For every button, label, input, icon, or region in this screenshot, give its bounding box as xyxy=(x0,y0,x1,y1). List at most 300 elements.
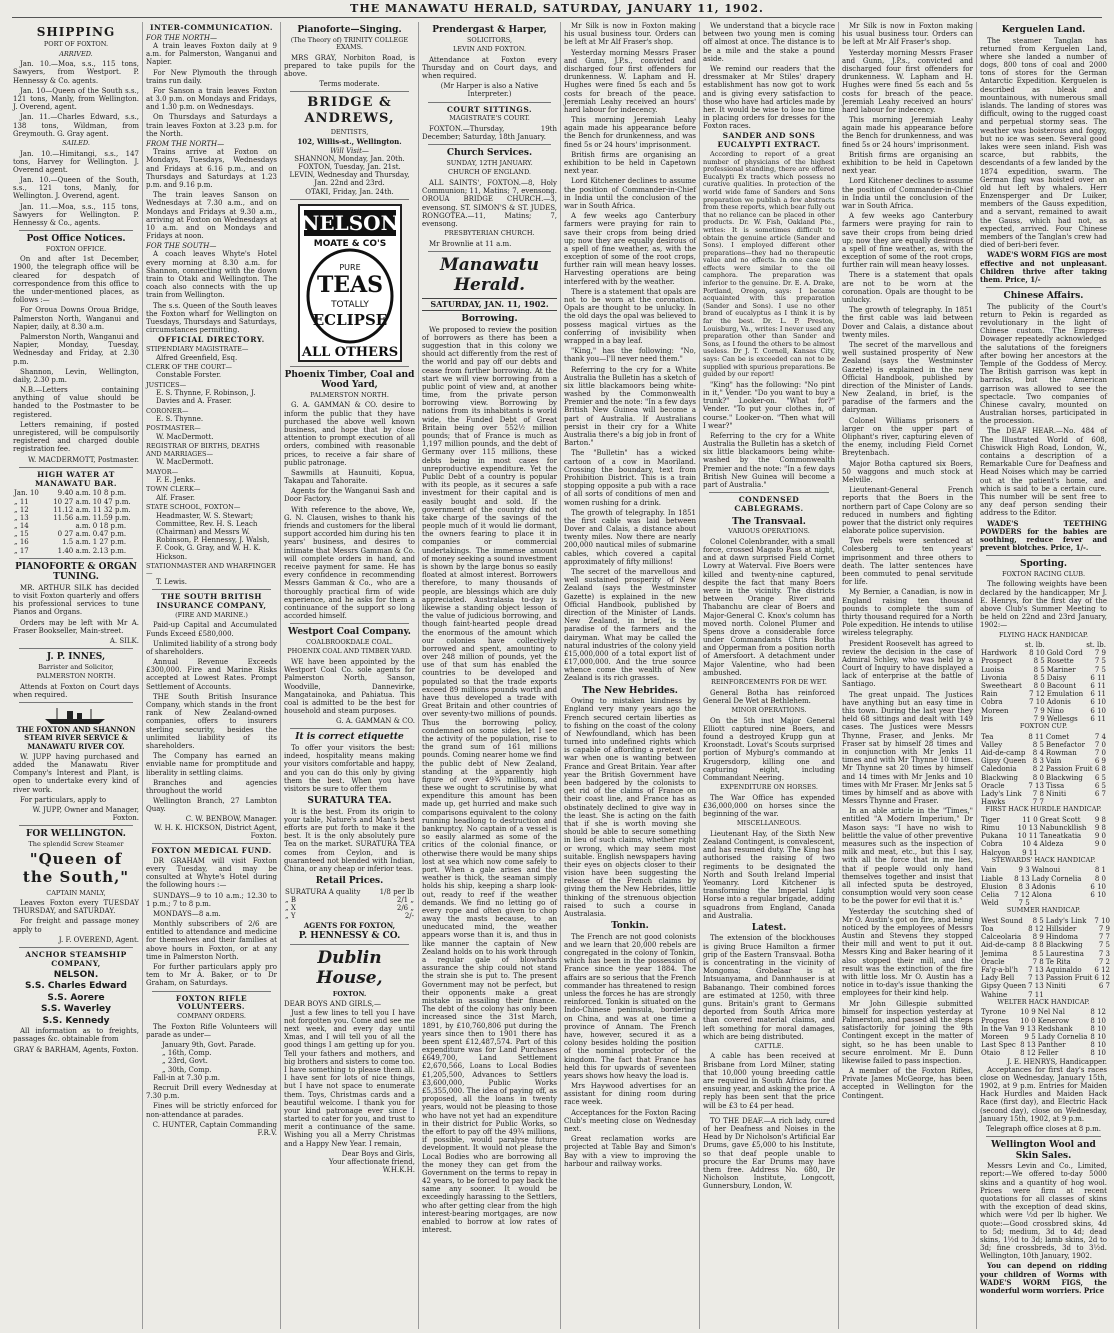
dentist-visit-date: SHANNON, Monday, Jan. 20th. xyxy=(294,154,405,163)
news-paragraph: Mr John Gillespie submitted himself for inspection yesterday at Palmerston, and passed all the steps satisfactorily for joining the 9th Contingent except in the matter of sight, so he has been unable to secure enrolment. Mr E. Dunn likewise failed to pass inspection. xyxy=(842,999,973,1065)
table-cell: 1/8 per lb xyxy=(379,887,414,896)
stewards-heading: STEWARDS' HACK HANDICAP. xyxy=(991,855,1096,864)
table-cell: Adonis xyxy=(1046,698,1071,707)
race-entry-row xyxy=(980,690,1107,698)
foxton-cup-table xyxy=(980,733,1107,807)
table-cell: 8 10 xyxy=(1090,1032,1106,1041)
dublin-salute: DEAR BOYS AND GIRLS,— xyxy=(284,1000,381,1009)
stewards-table xyxy=(980,866,1107,907)
solicitors-text: Attendance at Foxton every Thursday and on Court days, and when required. xyxy=(422,55,557,81)
table-cell: Kenerow xyxy=(1037,1016,1070,1025)
column-8 xyxy=(976,22,1110,1329)
post-office-text: Shannon, Levin, Wellington, daily, 2.30 p.m. xyxy=(13,367,139,384)
dentists-dates xyxy=(284,155,415,196)
table-cell: 6 12 xyxy=(1094,974,1110,983)
column-7 xyxy=(838,22,976,1329)
race-entry-row xyxy=(980,782,1107,790)
table-cell: 8 12 xyxy=(1020,1049,1036,1058)
flying-hack-heading: FLYING HACK HANDICAP. xyxy=(998,630,1089,639)
cable-text: Lieutenant Hay, of the Sixth New Zealand Contingent, is convalescent, and has resumed duty. The King has authorised the raising of two regiments to be designated the North and South Ireland Imperial Yeomanry. Lord Kitchener is transforming the Imperial Light Horse into a regular brigade, adding squadrons from England, Canada and Australia. xyxy=(703,829,835,920)
news-paragraph: The growth of telegraphy. In 1851 the first cable was laid between Dover and Calais, a distance about twenty miles. Now there are nearly 200,000 nautical miles of submarine cables, which covered a capital approximately of fifty millions! xyxy=(564,508,696,566)
race-entry-row xyxy=(980,816,1107,824)
table-cell: Emulation xyxy=(1046,690,1084,699)
coach-text: A coach leaves Whyte's Hotel every morning at 8.30 a.m. for Shannon, connecting with the down train to Otaki and Wellington. The coach also connects with the up train from Wellington. xyxy=(146,250,277,300)
table-cell: Niniti xyxy=(1045,789,1067,798)
south-british-text: Paid-up Capital and Accumulated Funds Exceed £580,000. xyxy=(146,621,277,638)
freight-text: For freight and passage money apply to xyxy=(13,917,139,934)
sporting-text: The following weights have been declared by the handicapper, Mr J. E. Henrys, for the first day of the above Club's Summer Meeting to be held on 22nd and 23rd January, 1902:— xyxy=(980,580,1107,630)
table-cell: Redshank xyxy=(1037,1024,1073,1033)
directory-holder: Headmaster, W. S. Stewart; Committee, Rev. H. S. Leach (Chairman) and Messrs W. Robinson, P. Hennessy, J. Walsh, F. Cook, G. Gray, and W. H. K. Hickson. xyxy=(156,511,270,561)
race-entry-row xyxy=(980,1033,1107,1041)
table-cell: 6 11 xyxy=(1090,714,1106,723)
nelson-tea-advertisement xyxy=(298,204,402,362)
table-cell: In the Van xyxy=(981,1024,1018,1033)
race-entry-row xyxy=(980,1049,1107,1057)
news-paragraph: A few weeks ago Canterbury farmers were praying for rain to save their crops from being dried up; now they are equally desirous of a spell of fine weather, as, with the exception of some of the root crops, further rain will mean heavy losses. xyxy=(842,212,973,270)
official-directory-list xyxy=(146,346,277,586)
retail-prices-table xyxy=(284,888,415,921)
table-cell: 9 11 xyxy=(1022,848,1038,857)
minor-operations-heading: MINOR OPERATIONS. xyxy=(731,706,807,715)
table-cell: 9 0 xyxy=(1094,840,1106,849)
racing-club-heading: FOXTON RACING CLUB. xyxy=(1001,569,1086,578)
medical-fund-heading: FOXTON MEDICAL FUND. xyxy=(151,846,272,856)
splendid-steamer-text: The splendid Screw Steamer xyxy=(28,839,124,848)
race-entry-row xyxy=(980,891,1107,899)
table-cell: 7 7 xyxy=(1032,798,1044,807)
news-paragraph: The great unpaid. The Justices have anything but an easy time in this town. During the last year they held 68 sittings and dealt with 149 cases. The Justices were Messrs Thynne, Fraser, and Jenks. Mr Fraser sat by himself 28 times and in conjunction with Mr Jenks 11 times and with Mr Thynne 10 times. Mr Thynne sat 20 times by himself and 14 times with Mr Jenks and 10 times with Mr Fraser. Mr Jenks sat 5 times by himself and as above with Messrs Thynne and Fraser. xyxy=(842,690,973,806)
table-cell: 7 5 xyxy=(1098,941,1110,950)
table-cell: Rimu xyxy=(981,824,1000,833)
news-paragraph: This morning Jeremiah Leahy again made his appearance before the Bench for drunkenness, and was fined 5s or 24 hours' imprisonment. xyxy=(842,116,973,149)
agents-heading: AGENTS FOR FOXTON, xyxy=(303,921,396,931)
table-cell: 8 4 xyxy=(1032,748,1044,757)
table-cell: Pukana xyxy=(981,832,1008,841)
table-cell: Lady Bell xyxy=(981,974,1015,983)
news-paragraph: Yesterday morning Messrs Fraser and Gunn, J.P.s., convicted and discharged four first offenders for drunkenness. W. Lapham and H. Hughes were fined 5s each and 5s costs for breach of the peace. Jeremiah Leahy received an hours' hard labour for indecency. xyxy=(842,48,973,114)
anchor-signature: GRAY & BARHAM, Agents, Foxton. xyxy=(13,1045,139,1054)
table-cell: 6 10 xyxy=(1090,698,1106,707)
race-entry-row xyxy=(980,925,1110,933)
table-cell: 7 0 xyxy=(1094,740,1106,749)
race-entry-row xyxy=(980,765,1107,773)
news-paragraph: British firms are organising an exhibition to be held in Capetown next year. xyxy=(564,150,696,176)
table-cell: Hardwork xyxy=(981,649,1017,658)
south-british-signature: C. W. BENBOW, Manager. xyxy=(185,815,277,824)
table-cell: Moreen xyxy=(981,706,1009,715)
table-cell: Caledonia xyxy=(981,765,1017,774)
medical-fund-text: For further particulars apply pro tem to Mr A. Baker, or to Dr Graham, on Saturdays. xyxy=(146,963,277,988)
dentist-visit-date: FOXTON, Tuesday, Jan. 21st. xyxy=(298,163,401,172)
rifle-text: The Foxton Rifle Volunteers will parade as under— xyxy=(146,1022,277,1039)
table-cell: 6 5 xyxy=(1094,773,1106,782)
high-water-row xyxy=(13,514,139,522)
race-entry-row xyxy=(980,958,1110,966)
new-hebrides-text: Owing to mistaken kindness by England very many years ago the French secured certain liberties as to fishing on the coast of the colony of Newfoundland, which has been turned into undefined rights which is capable of affording a pretext for war when one is wanting between France and Great Britain. Year after year the British Government have been badgered by the colonists to get rid of the claims of France on their coast line, and France has as obstinately declined to give way in the least. She is acting on the faith that if she is worth moving she should be able to secure something in lieu of such claims, whether right or wrong, which may seem most suitable. English newspapers having their eyes on objects closer to their vision have been suggesting the release of the French claims by giving them the New Hebrides, little thinking of the strenuous objection raised to such a course in Australasia. xyxy=(564,697,696,919)
train-text: Trains arrive at Foxton on Mondays, Tuesdays, Wednesdays and Fridays at 6.16 p.m., and on Thursdays and Saturdays at 1.23 p.m. and 9.16 p.m. xyxy=(146,148,277,189)
table-cell: 6 8 xyxy=(1094,765,1106,774)
directory-office: POSTMASTER— xyxy=(146,424,201,433)
table-cell: Halcyon xyxy=(981,848,1011,857)
cable-text: On the 5th inst Major General Elliott captured nine Boers, and found a destroyed Krupp gun at Kroonstadt. Lovat's Scouts surprised portion of Myburg's commando at Krugersdorp, killing one and capturing eight, including Commandant Neering. xyxy=(703,716,835,782)
table-cell: Valley xyxy=(981,740,1003,749)
table-cell: 6 10 xyxy=(1090,890,1106,899)
directory-holder: W. MacDermott. xyxy=(156,433,214,441)
etiquette-heading: It is correct etiquette xyxy=(295,732,404,743)
rifle-date: „ 23rd, Govt. xyxy=(162,1057,208,1066)
table-cell: Calceolaria xyxy=(981,933,1022,942)
anchor-ship-name: S.S. Kennedy xyxy=(42,1015,110,1026)
table-cell: „ B xyxy=(285,895,296,904)
post-office-text: On and after 1st December, 1900, the telegraph office will be cleared for despatch of correspondence from this office to the under-mentioned places, as follows :— xyxy=(13,255,139,305)
news-paragraph: The secret of the marvellous and well sustained prosperity of New Zealand (says the Westminster Gazette) is explained in the new Official Handbook, published by direction of the Minister of Lands. New Zealand, in brief, is the paradise of the farmers and the dairyman. What may be called the natural industries of the colony yield £15,000,000 of a total export list of £17,000,000. And the true source whence come the wealth of New Zealand is its rich grasses. xyxy=(564,568,696,683)
church-services-heading: Church Services. xyxy=(446,148,533,159)
court-sittings-sub: MAGISTRATE'S COURT. xyxy=(449,114,530,123)
table-cell: 8 0 xyxy=(1032,773,1044,782)
deaf-hear-text: The DEAF HEAR.—No. 484 of The Illustrated World of 608, Chiswick High Road, London, W., contains a description of a Remarkable Cure for Deafness and Head Noises which may be carried out at the patient's home, and which is said to be a certain cure. This number will be sent free to any deaf person sending their address to the Editor. xyxy=(980,427,1107,518)
table-cell: 6 11 xyxy=(1090,673,1106,682)
table-cell: 8 13 xyxy=(1014,874,1030,883)
steamer-text: The s.s. Queen of the South leaves the Foxton wharf for Wellington on Tuesdays, Thursdays and Saturdays, circumstances permitting. xyxy=(146,301,277,335)
table-cell: Last Spec xyxy=(981,1041,1016,1050)
table-cell: 7 5 xyxy=(1094,665,1106,674)
news-paragraph: The growth of telegraphy. In 1851 the first cable was laid between Dover and Calais, a distance about twenty miles. xyxy=(842,306,973,339)
news-paragraph: We understand that a bicycle race between two young men is coming off almost at once. The distance is to be a mile and the stake a pound aside. xyxy=(703,22,835,63)
high-water-heading: HIGH WATER AT MANAWATU BAR. xyxy=(34,469,117,488)
anchor-ship-name: S.S. Charles Edward xyxy=(25,981,127,992)
table-cell: 8 9 xyxy=(1032,933,1044,942)
table-cell: Gipsy Queen xyxy=(981,757,1027,766)
table-cell: Blackwing xyxy=(1045,773,1083,782)
from-north-heading: FROM THE NORTH— xyxy=(146,140,225,149)
table-cell: 11 32 p.m. xyxy=(92,505,131,514)
table-cell: 8 11 xyxy=(1028,732,1044,741)
rifle-date: „ 16th, Comp. xyxy=(162,1049,212,1058)
news-paragraph: The secret of the marvellous and well sustained prosperity of New Zealand (says the Westminster Gazette) is explained in the new Official Handbook, published by direction of the Minister of Lands. New Zealand, in brief, is the paradise of the farmers and the dairyman. xyxy=(842,340,973,415)
table-cell: 8 10 xyxy=(1029,649,1045,658)
table-cell: Cobra xyxy=(981,698,1003,707)
rifle-text: Fall-in at 7.30 p.m. xyxy=(153,1073,220,1082)
for-south-heading: FOR THE SOUTH— xyxy=(146,242,217,251)
company-orders-heading: COMPANY ORDERS. xyxy=(177,1012,246,1021)
race-entry-row xyxy=(980,950,1110,958)
table-cell: 8 5 xyxy=(1033,665,1045,674)
solicitors-sub: SOLICITORS, xyxy=(466,35,513,44)
column-6 xyxy=(699,22,838,1329)
phoenix-timber-text: Agents for the Wanganui Sash and Door Factory. xyxy=(284,487,415,504)
high-water-row xyxy=(13,522,139,530)
race-entry-row xyxy=(980,790,1107,798)
wellington-heading: FOR WELLINGTON. xyxy=(26,829,126,840)
table-cell: Fa'g-a-bl'h xyxy=(981,966,1019,975)
table-cell: „ 17 xyxy=(14,546,29,555)
news-paragraph: There is a statement that opals are not to be worn at the coronation. Opals are thought to be unlucky. In the old days the opal was believed to possess magical virtues as the conferring of invisibility when wrapped in a bay leaf. xyxy=(564,287,696,345)
table-cell: Progres xyxy=(981,1016,1009,1025)
hurdle-heading: FIRST HACK HURDLE HANDICAP. xyxy=(985,805,1102,814)
table-cell: Otaio xyxy=(981,1049,1001,1058)
arrival-notice: Jan. 11.—Charles Edward, s.s., 138 tons, Wildman, from Greymouth. G. Gray agent. xyxy=(13,113,139,138)
table-cell: 7 0 xyxy=(1094,748,1106,757)
directory-holder: Alf. Fraser. xyxy=(156,493,195,502)
table-cell: 10 4 xyxy=(1022,840,1038,849)
table-cell: „ 11 xyxy=(14,497,29,506)
table-cell: 10 11 xyxy=(1017,832,1038,841)
hurdle-table xyxy=(980,816,1107,857)
sailing-notice: Jan. 10.—Himitangi, s.s., 147 tons, Harvey for Wellington. J. Overend agent. xyxy=(13,149,139,174)
pianoforte-heading: PIANOFORTE & ORGAN TUNING. xyxy=(15,561,137,583)
race-entry-row xyxy=(980,917,1110,925)
table-cell: Toa xyxy=(981,925,994,934)
race-entry-row xyxy=(980,707,1107,715)
singing-sub: (The Theory of) TRINITY COLLEGE EXAMS. xyxy=(290,35,409,52)
race-entry-row xyxy=(980,875,1107,883)
church-date: SUNDAY, 12TH JANUARY. xyxy=(446,158,533,167)
arrival-notice: Jan. 10.—Moa, s.s., 115 tons, Sawyers, from Westport. P. Hennessy & Co. agents. xyxy=(13,60,139,85)
table-cell xyxy=(980,641,1024,649)
acceptances-text: Acceptances for first day's races close on Wednesday, January 15th, 1902, at 9 p.m. Entries for Maiden Hack Hurdles and Maiden Hack Race (first day), and Electric Hack (second day), close on Wednesday, January 15th, 1902, at 9 p.m. xyxy=(980,1065,1107,1123)
news-paragraph: There is a statement that opals are not to be worn at the coronation. Opals are thought to be unlucky. xyxy=(842,271,973,304)
sailed-heading: SAILED. xyxy=(62,138,90,147)
table-cell: 8 5 xyxy=(1032,916,1044,925)
captain-name: CAPTAIN MANLY, xyxy=(46,888,106,897)
rifle-dates-list xyxy=(146,1041,277,1074)
table-cell: Livonia xyxy=(981,673,1007,682)
church-england-text: ALL SAINTS', FOXTON.—8, Holy Communion; 11, Matins; 7, evensong. OROUA BRIDGE CHURCH.—3, evensong. ST. SIMON'S & ST. JUDES, RONGOTEA.—11, Matins; 7, evensong. xyxy=(422,179,557,229)
table-cell: Laurestina xyxy=(1045,949,1084,958)
table-cell: 8 12 xyxy=(1090,1008,1106,1017)
race-entry-row xyxy=(980,974,1110,982)
reinforcements-heading: REINFORCEMENTS FOR DE WET. xyxy=(711,678,827,687)
race-entry-row xyxy=(980,757,1107,765)
table-cell: Gipsy Queen xyxy=(981,982,1027,991)
south-british-text: The Company has earned an enviable name for promptitude and liberality in settling claims. xyxy=(146,752,277,777)
sailing-notice: Jan. 10.—Queen of the South, s.s., 121 tons, Manly, for Wellington. J. Overend, agent. xyxy=(13,176,139,201)
inter-communication-heading: INTER-COMMUNICATION. xyxy=(149,23,273,32)
directory-office: JUSTICES— xyxy=(146,380,187,389)
table-cell: Sweetheart xyxy=(981,682,1022,691)
table-cell: Rowman xyxy=(1045,748,1077,757)
table-cell xyxy=(1088,899,1107,907)
masthead: THE MANAWATU HERALD, SATURDAY, JANUARY 11, 1902. xyxy=(12,3,1102,18)
column-3 xyxy=(280,22,418,1329)
miscellaneous-heading: MISCELLANEOUS. xyxy=(736,819,802,828)
table-cell: Celia xyxy=(981,890,1000,899)
westport-phoenix: PHOENIX COAL AND TIMBER YARD. xyxy=(287,647,412,656)
table-cell: Wahine xyxy=(981,990,1008,999)
expenditure-heading: EXPENDITURE ON HORSES. xyxy=(720,783,818,792)
table-cell: SURATURA A quality xyxy=(285,887,361,896)
foxton-cup-heading: FOXTON CUP. xyxy=(1019,721,1068,730)
dublin-close: Your affectionate friend, xyxy=(328,1158,415,1166)
table-cell: Lady's Link xyxy=(1045,916,1087,925)
table-cell: 7 9 xyxy=(1033,714,1045,723)
table-cell: 2.13 p.m. xyxy=(92,546,127,555)
singing-text: MRS GRAY, Norbiton Road, is prepared to take pupils for the above. xyxy=(284,53,415,79)
race-entry-row xyxy=(980,666,1107,674)
news-paragraph: Colonel Williams prisoners a larger on the upper part of Oliphant's river, capturing eleven of the enemy, including Field Cornet Breytenbach. xyxy=(842,416,973,458)
leaves-text: Leaves Foxton every TUESDAY THURSDAY, and SATURDAY. xyxy=(13,899,139,916)
river-service-text: W. JUPP having purchased and added the Manawatu River Company's Interest and Plant, is open to undertake every kind of river work. xyxy=(13,752,139,794)
table-cell: Daisy xyxy=(1046,673,1067,682)
train-text: For New Plymouth the through trains run daily. xyxy=(146,68,277,85)
race-entry-row xyxy=(980,741,1107,749)
nelson-heading: NELSON. xyxy=(53,969,99,980)
port-heading: PORT OF FOXTON. xyxy=(43,40,109,49)
cablegrams-heading: CONDENSED CABLEGRAMS. xyxy=(734,495,804,513)
table-cell: 6 11 xyxy=(1090,690,1106,699)
agents-name: P. HENNESSY & CO. xyxy=(298,930,401,941)
table-cell: Wellesgs xyxy=(1046,714,1078,723)
table-cell: 7 12 xyxy=(1029,690,1045,699)
medical-fund-text: MONDAYS—8 a.m. xyxy=(153,909,221,918)
paper-date: SATURDAY, JAN. 11, 1902. xyxy=(422,298,557,311)
table-cell: Passion Fruit xyxy=(1045,974,1093,983)
race-entry-row xyxy=(980,941,1110,949)
phoenix-timber-place: PALMERSTON NORTH. xyxy=(310,390,389,399)
queen-of-the-south-title: "Queen of the South," xyxy=(22,850,130,886)
arrived-heading: ARRIVED. xyxy=(59,49,93,58)
table-cell: Adonis xyxy=(1031,882,1056,891)
table-cell: Oracle xyxy=(981,957,1005,966)
table-cell: Blackwing xyxy=(1045,941,1083,950)
table-cell: Rain xyxy=(981,690,998,699)
table-cell: 7 5 xyxy=(1018,899,1030,908)
table-cell: 8 5 xyxy=(1032,740,1044,749)
news-paragraph: The "Bulletin" has a wicked cartoon of a cow in Maoriland. Crossing the boundary, text from Prohibition District. This is a train stopping opposite a pub with a race of all sorts of conditions of men and women rushing for a drink. xyxy=(564,449,696,507)
table-cell: Rosette xyxy=(1046,657,1074,666)
table-cell: Taneatkatia xyxy=(1039,832,1082,841)
court-sittings-heading: COURT SITTINGS. xyxy=(446,104,533,114)
directory-holder: W. MacDermott. xyxy=(156,458,214,467)
south-british-sub: (FIRE AND MARINE.) xyxy=(175,610,248,619)
telegraph-notice: Telegraph office closes at 8 p.m. xyxy=(986,1125,1101,1134)
table-cell: Hillsider xyxy=(1045,925,1077,934)
rifle-signature: C. HUNTER, Captain Commanding F.R.V. xyxy=(152,1120,277,1137)
south-british-signature: W. H. K. HICKSON, District Agent, Foxton. xyxy=(154,823,277,840)
news-paragraph: Acceptances for the Foxton Racing Club's meeting close on Wednesday next. xyxy=(564,1108,696,1134)
church-presbyterian: PRESBYTERIAN CHURCH. xyxy=(444,229,535,238)
table-cell: Passion Fruit xyxy=(1045,765,1093,774)
train-text: A train leaves Foxton daily at 9 a.m. for Palmerston, Wanganui and Napier. xyxy=(146,41,277,67)
news-paragraph: Lieutenant-General French reports that the Boers in the northern part of Cape Colony are so reduced in numbers and fighting power that the district only requires elaborate police supervision. xyxy=(842,486,973,536)
table-cell: Tea xyxy=(981,732,994,741)
rifle-text: Recruit Drill every Wednesday at 7.30 p.m. xyxy=(146,1084,277,1101)
news-paragraph: Lord Kitchener declines to assume the position of Commander-in-Chief in India until the conclusion of the war in South Africa. xyxy=(564,177,696,210)
innes-heading: J. P. INNES, xyxy=(46,652,106,663)
pianoforte-signature: A. SILK. xyxy=(109,636,139,645)
table-cell: Hawks xyxy=(981,798,1006,807)
solicitors-place: LEVIN AND FOXTON. xyxy=(452,45,527,54)
solicitors-note: (Mr Harper is also a Native Interpreter.) xyxy=(440,82,539,99)
table-cell: 2/1 „ xyxy=(396,895,414,904)
table-cell: Gold Cord xyxy=(1046,649,1083,658)
wade-worm-figs-ad: WADE'S WORM FIGS are most effective and not unpleasant. Children thrive after taking them. Price, 1/- xyxy=(980,250,1107,284)
retail-price-row xyxy=(284,912,415,920)
table-cell: Aquinaldo xyxy=(1045,966,1082,975)
table-cell: st. lb. xyxy=(1024,641,1045,650)
sander-heading: SANDER AND SONS EUCALYPTI EXTRACT. xyxy=(717,131,821,150)
race-entry-row xyxy=(980,982,1110,990)
directory-holder: E. S. Thynne. xyxy=(156,415,204,424)
tea-all-others-text: ALL OTHERS xyxy=(301,344,398,360)
wool-sales-text: Messrs Levin and Co., Limited, report:—We offered to-day 5000 skins and a quantity of hog wool. Prices were firm at recent quotations for all classes of skins with the exception of dead skins, which were ½d per lb higher. We quote:—Good crossbred skins, 4d to 5d; medium, 3d to 4d; dead skins, 1½d to 3d; lamb skins, 2d to 3d; fine crossbreds, 3d to 3½d. Wellington, 10th January, 1902. xyxy=(980,1162,1107,1261)
column-1 xyxy=(10,22,142,1329)
cable-text: A cable has been received at Brisbane from Lord Milner, stating that 10,000 young breeding cattle are required in South Africa for the ensuing year, and asking the price. A reply has been sent that the price will be £3 to £4 per head. xyxy=(703,1052,835,1110)
train-text: The train leaves Sanson on Wednesdays at 7.30 a.m., and on Mondays and Fridays at 9.30 a.m., arriving at Foxton on Wednesdays at 10 a.m. and on Mondays and Fridays at noon. xyxy=(146,191,277,241)
table-cell: Iris xyxy=(981,714,993,723)
table-cell: 9 3 xyxy=(1018,866,1030,875)
table-cell: 2/- xyxy=(404,912,414,921)
table-cell: 7 10 xyxy=(1029,698,1045,707)
table-cell: „ Y xyxy=(285,912,296,921)
table-cell: Panther xyxy=(1037,1041,1066,1050)
singing-terms: Terms moderate. xyxy=(319,80,380,89)
table-cell: Comet xyxy=(1045,732,1070,741)
innes-text: Attends at Foxton on Court days when required. xyxy=(13,682,139,700)
table-cell: „ X xyxy=(285,904,296,913)
table-cell: 7 7 xyxy=(1098,933,1110,942)
pianoforte-text: MR. ARTHUR SILK has decided to visit Foxton quarterly and offers his professional services to tune Pianos and Organs. xyxy=(13,583,139,617)
table-cell: 8 3 xyxy=(1018,882,1030,891)
south-british-text: Unlimited liability of a strong body of shareholders. xyxy=(146,639,278,656)
westport-heading: Westport Coal Company. xyxy=(288,627,411,638)
table-cell: 7 4 xyxy=(1094,732,1106,741)
directory-holder: F. E. Jenks. xyxy=(156,476,196,485)
table-cell: Hindoma xyxy=(1045,933,1079,942)
table-cell: 1.5 a.m. xyxy=(62,538,91,547)
news-paragraph: Great reclamation works are projected at Table Bay and Simon's Bay with a view to improving the harbour and railway works. xyxy=(564,1135,696,1168)
news-paragraph: In an able article in the "Times," entitled "A Modern Imperium," Dr Mason says: "I have no wish to belittle the value of other preventive measures such as the inspection of milk and meat, etc., but this I say, with all the force that in me lies, that if people would only hand themselves together and insist that all infected sputa be destroyed, consumption would very soon cease to be the power for evil that it is." xyxy=(842,807,973,906)
chinese-affairs-text: The publicity of the Court's return to Pekin is regarded as revolutionary in the light of Chinese custom. The Empress-Dowager repeatedly acknowledged the salutations of the foreigners after bowing her ancestors at the Temple of the Goddess of Mercy. The British garrison was kept in barracks, but the American garrison was allowed to see the spectacle. Two companies of Chinese cavalry, mounted on Australian horses, participated in the procession. xyxy=(980,302,1107,426)
table-cell: 9 13 xyxy=(1020,1024,1036,1033)
table-cell: Tiger xyxy=(981,815,1000,824)
dentist-visit-date: LEVIN, Wednesday and Thursday, Jan. 22nd and 23rd. xyxy=(289,171,410,188)
post-office-text: Palmerston North, Wanganui and Napier, Monday, Tuesday, Wednesday and Friday, at 2.30 p.m. xyxy=(13,332,139,366)
train-text: For Sanson a train leaves Foxton at 3.0 p.m. on Mondays and Fridays, and 1.30 p.m. on Wednesdays. xyxy=(146,86,277,112)
table-cell: Jemima xyxy=(981,949,1008,958)
post-office-text: Letters remaining, if posted unregistered, will be compulsorily registered and charged double registration fee. xyxy=(13,420,139,454)
summer-table xyxy=(980,917,1110,999)
anchor-ship-list xyxy=(13,981,139,1026)
news-paragraph: Referring to the cry for a White Australia the Bulletin has a sketch of six little blackamoors being white-washed by the Commonwealth Premier and the note: "In a few days British New Guinea will become a part of Australia. If Australians persist in their cry for a White Australia there's a big job in front of Barton." xyxy=(564,365,696,448)
table-cell: 8 2 xyxy=(1032,765,1044,774)
summer-heading: SUMMER HANDICAP. xyxy=(1006,906,1081,915)
race-entry-row xyxy=(980,774,1107,782)
anchor-heading: ANCHOR STEAMSHIP COMPANY, xyxy=(25,950,127,968)
table-cell: 9 8 xyxy=(1094,824,1106,833)
dentists-address: 102, Willis-st., Wellington. xyxy=(297,137,402,147)
westport-signature: G. A. GAMMAN & CO. xyxy=(335,717,415,726)
high-water-row xyxy=(13,489,139,497)
table-cell: 8 0 xyxy=(1033,682,1045,691)
race-entry-row xyxy=(980,824,1107,832)
south-british-heading: THE SOUTH BRITISH INSURANCE COMPANY, xyxy=(156,592,267,610)
table-cell: 7 8 xyxy=(1032,789,1044,798)
table-cell: Oracle xyxy=(981,781,1005,790)
table-cell: Aid-de-camp xyxy=(981,941,1026,950)
table-cell: Lady Cornelia xyxy=(1037,1032,1088,1041)
table-cell: 1.40 a.m. xyxy=(57,546,91,555)
phoenix-timber-heading: Phoenix Timber, Coal and Wood Yard, xyxy=(284,369,415,391)
borrowing-heading: Borrowing. xyxy=(461,314,518,325)
innes-sub: Barrister and Solicitor, xyxy=(38,662,114,671)
directory-office: STATIONMASTER AND WHARFINGER— xyxy=(146,561,276,578)
high-water-row xyxy=(13,538,139,546)
handicapper-signature: J. E. HENRYS, Handicapper. xyxy=(1007,1057,1107,1066)
table-cell: 11.12 a.m. xyxy=(53,505,91,514)
table-cell: „ 13 xyxy=(14,513,29,522)
